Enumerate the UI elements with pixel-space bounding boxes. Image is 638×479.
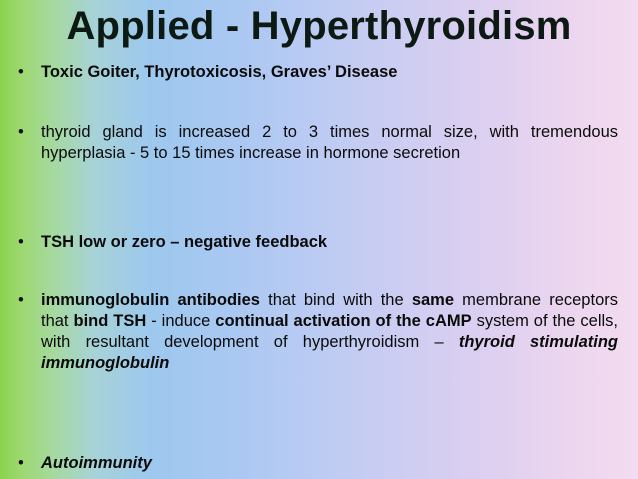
bullet-item-3 — [18, 232, 618, 253]
bullet-text-plain: membrane receptors that — [41, 291, 618, 330]
bullet-text-bold: immunoglobulin antibodies — [41, 291, 260, 309]
bullet-marker: • — [18, 233, 24, 251]
bullet-text — [41, 290, 618, 374]
bullet-text-bold: continual activation of the cAMP — [215, 312, 472, 330]
bullet-item-4 — [18, 290, 618, 374]
bullet-item-5 — [18, 453, 618, 474]
bullet-item-2 — [18, 122, 618, 164]
bullet-text-bold: same — [411, 291, 455, 309]
bullet-marker: • — [18, 123, 24, 141]
bullet-text-plain: that bind with the — [259, 291, 412, 309]
bullet-marker: • — [18, 291, 24, 309]
bullet-text-plain: - induce — [146, 312, 216, 330]
bullet-text-plain: system of the cells, with resultant development of hyperthyroidism – — [41, 312, 619, 351]
bullet-text: thyroid gland is increased 2 to 3 times normal size, with tremendous hyperplasia - 5 to 15 times increase in hormone secretion — [41, 123, 618, 162]
bullet-text: TSH low or zero – negative feedback — [41, 233, 328, 251]
bullet-text: Autoimmunity — [41, 454, 152, 472]
bullet-text: Toxic Goiter, Thyrotoxicosis, Graves’ Disease — [41, 63, 398, 81]
bullet-text-bold: bind TSH — [73, 312, 147, 330]
bullet-item-1 — [18, 62, 618, 83]
bullet-text-bold-italic: thyroid stimulating immunoglobulin — [41, 333, 618, 372]
bullet-marker: • — [18, 454, 24, 472]
bullet-marker: • — [18, 63, 24, 81]
slide-title: Applied - Hyperthyroidism — [66, 4, 572, 48]
